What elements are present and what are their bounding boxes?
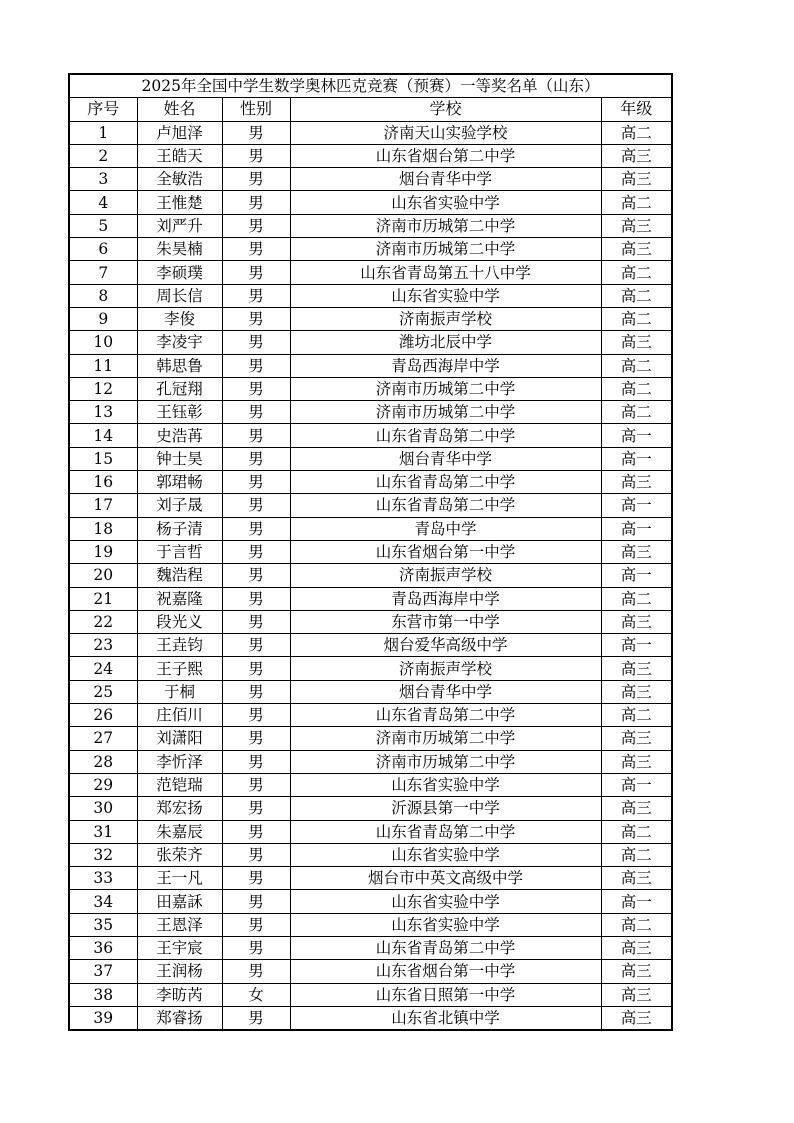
cell-school: 济南天山实验学校	[290, 121, 601, 144]
cell-grade: 高三	[601, 238, 672, 261]
cell-grade: 高一	[601, 424, 672, 447]
table-row	[69, 214, 672, 237]
cell-school: 济南市历城第二中学	[290, 214, 601, 237]
cell-grade: 高二	[601, 587, 672, 610]
cell-index: 7	[69, 261, 137, 284]
cell-grade: 高三	[601, 750, 672, 773]
cell-name: 范铠瑞	[137, 773, 222, 796]
cell-school: 青岛中学	[290, 517, 601, 540]
cell-gender: 男	[222, 214, 290, 237]
cell-grade: 高一	[601, 447, 672, 470]
cell-gender: 男	[222, 121, 290, 144]
table-row	[69, 843, 672, 866]
cell-gender: 男	[222, 307, 290, 330]
cell-school: 烟台青华中学	[290, 168, 601, 191]
cell-grade: 高二	[601, 401, 672, 424]
table-row	[69, 540, 672, 563]
cell-school: 烟台青华中学	[290, 447, 601, 470]
cell-school: 山东省北镇中学	[290, 1006, 601, 1030]
cell-index: 17	[69, 494, 137, 517]
cell-gender: 男	[222, 634, 290, 657]
cell-gender: 男	[222, 471, 290, 494]
cell-index: 9	[69, 307, 137, 330]
cell-school: 烟台爱华高级中学	[290, 634, 601, 657]
cell-gender: 男	[222, 890, 290, 913]
cell-name: 于言哲	[137, 540, 222, 563]
cell-name: 张荣齐	[137, 843, 222, 866]
table-row	[69, 610, 672, 633]
table-row	[69, 983, 672, 1006]
table-row	[69, 401, 672, 424]
cell-gender: 男	[222, 144, 290, 167]
header-name: 姓名	[137, 98, 222, 121]
cell-index: 28	[69, 750, 137, 773]
header-school: 学校	[290, 98, 601, 121]
cell-grade: 高二	[601, 261, 672, 284]
cell-gender: 男	[222, 727, 290, 750]
cell-gender: 男	[222, 587, 290, 610]
table-row	[69, 634, 672, 657]
cell-name: 王垚钧	[137, 634, 222, 657]
cell-index: 27	[69, 727, 137, 750]
cell-school: 山东省青岛第五十八中学	[290, 261, 601, 284]
cell-grade: 高三	[601, 214, 672, 237]
cell-index: 2	[69, 144, 137, 167]
cell-name: 李忻泽	[137, 750, 222, 773]
table-row	[69, 797, 672, 820]
cell-grade: 高三	[601, 983, 672, 1006]
cell-index: 26	[69, 704, 137, 727]
cell-name: 段光义	[137, 610, 222, 633]
cell-index: 13	[69, 401, 137, 424]
cell-name: 郭珺畅	[137, 471, 222, 494]
cell-grade: 高二	[601, 820, 672, 843]
cell-name: 钟士昊	[137, 447, 222, 470]
cell-index: 36	[69, 936, 137, 959]
cell-gender: 男	[222, 610, 290, 633]
cell-grade: 高三	[601, 1006, 672, 1030]
cell-school: 山东省烟台第一中学	[290, 960, 601, 983]
cell-name: 郑宏扬	[137, 797, 222, 820]
cell-index: 4	[69, 191, 137, 214]
cell-grade: 高三	[601, 168, 672, 191]
cell-gender: 男	[222, 284, 290, 307]
table-row	[69, 890, 672, 913]
cell-gender: 男	[222, 494, 290, 517]
table-row	[69, 447, 672, 470]
cell-name: 王子熙	[137, 657, 222, 680]
table-row	[69, 354, 672, 377]
cell-school: 济南振声学校	[290, 657, 601, 680]
table-title: 2025年全国中学生数学奥林匹克竞赛（预赛）一等奖名单（山东）	[69, 74, 672, 98]
table-row	[69, 704, 672, 727]
cell-gender: 男	[222, 820, 290, 843]
cell-grade: 高一	[601, 517, 672, 540]
cell-name: 祝嘉隆	[137, 587, 222, 610]
cell-name: 刘子晟	[137, 494, 222, 517]
cell-gender: 男	[222, 867, 290, 890]
table-row	[69, 936, 672, 959]
table-row	[69, 960, 672, 983]
cell-school: 济南市历城第二中学	[290, 750, 601, 773]
cell-index: 8	[69, 284, 137, 307]
cell-gender: 男	[222, 936, 290, 959]
cell-school: 烟台青华中学	[290, 680, 601, 703]
cell-school: 山东省青岛第二中学	[290, 494, 601, 517]
cell-school: 山东省实验中学	[290, 843, 601, 866]
cell-gender: 男	[222, 564, 290, 587]
header-gender: 性别	[222, 98, 290, 121]
cell-name: 刘潇阳	[137, 727, 222, 750]
cell-name: 杨子清	[137, 517, 222, 540]
cell-school: 济南市历城第二中学	[290, 377, 601, 400]
cell-school: 山东省实验中学	[290, 284, 601, 307]
table-row	[69, 261, 672, 284]
cell-index: 29	[69, 773, 137, 796]
cell-grade: 高二	[601, 354, 672, 377]
cell-index: 37	[69, 960, 137, 983]
table-row	[69, 191, 672, 214]
cell-gender: 男	[222, 517, 290, 540]
cell-grade: 高二	[601, 377, 672, 400]
cell-grade: 高三	[601, 797, 672, 820]
cell-school: 济南市历城第二中学	[290, 238, 601, 261]
cell-school: 济南市历城第二中学	[290, 727, 601, 750]
header-index: 序号	[69, 98, 137, 121]
cell-index: 1	[69, 121, 137, 144]
cell-grade: 高一	[601, 564, 672, 587]
cell-name: 王钰彰	[137, 401, 222, 424]
table-row	[69, 238, 672, 261]
cell-index: 14	[69, 424, 137, 447]
cell-index: 30	[69, 797, 137, 820]
cell-index: 24	[69, 657, 137, 680]
cell-index: 25	[69, 680, 137, 703]
cell-index: 20	[69, 564, 137, 587]
cell-gender: 男	[222, 797, 290, 820]
table-row	[69, 750, 672, 773]
table-row	[69, 144, 672, 167]
cell-school: 山东省实验中学	[290, 191, 601, 214]
cell-gender: 男	[222, 401, 290, 424]
cell-gender: 男	[222, 843, 290, 866]
cell-school: 山东省烟台第一中学	[290, 540, 601, 563]
cell-school: 山东省青岛第二中学	[290, 820, 601, 843]
cell-index: 32	[69, 843, 137, 866]
cell-gender: 男	[222, 750, 290, 773]
cell-index: 19	[69, 540, 137, 563]
cell-gender: 男	[222, 168, 290, 191]
table-row	[69, 284, 672, 307]
cell-grade: 高三	[601, 610, 672, 633]
table-row	[69, 680, 672, 703]
table-row	[69, 517, 672, 540]
cell-name: 卢旭泽	[137, 121, 222, 144]
cell-school: 山东省青岛第二中学	[290, 471, 601, 494]
cell-grade: 高三	[601, 867, 672, 890]
cell-name: 全敏浩	[137, 168, 222, 191]
table-row	[69, 307, 672, 330]
cell-school: 济南振声学校	[290, 307, 601, 330]
cell-index: 39	[69, 1006, 137, 1030]
cell-index: 33	[69, 867, 137, 890]
cell-grade: 高二	[601, 284, 672, 307]
cell-name: 于桐	[137, 680, 222, 703]
cell-name: 王恩泽	[137, 913, 222, 936]
cell-gender: 男	[222, 331, 290, 354]
cell-grade: 高一	[601, 773, 672, 796]
cell-gender: 男	[222, 657, 290, 680]
cell-gender: 男	[222, 377, 290, 400]
cell-gender: 男	[222, 238, 290, 261]
cell-grade: 高二	[601, 843, 672, 866]
cell-school: 山东省青岛第二中学	[290, 936, 601, 959]
cell-gender: 女	[222, 983, 290, 1006]
cell-grade: 高三	[601, 540, 672, 563]
cell-grade: 高三	[601, 727, 672, 750]
cell-grade: 高二	[601, 704, 672, 727]
cell-name: 魏浩程	[137, 564, 222, 587]
cell-grade: 高一	[601, 634, 672, 657]
cell-name: 王一凡	[137, 867, 222, 890]
cell-school: 山东省青岛第二中学	[290, 704, 601, 727]
cell-index: 10	[69, 331, 137, 354]
cell-school: 山东省实验中学	[290, 913, 601, 936]
table-row	[69, 587, 672, 610]
cell-name: 刘严升	[137, 214, 222, 237]
cell-gender: 男	[222, 354, 290, 377]
cell-index: 35	[69, 913, 137, 936]
cell-grade: 高三	[601, 471, 672, 494]
award-list-table	[68, 73, 673, 1031]
cell-index: 34	[69, 890, 137, 913]
cell-school: 济南市历城第二中学	[290, 401, 601, 424]
cell-school: 山东省青岛第二中学	[290, 424, 601, 447]
table-row	[69, 657, 672, 680]
cell-school: 烟台市中英文高级中学	[290, 867, 601, 890]
cell-grade: 高三	[601, 144, 672, 167]
table-row	[69, 867, 672, 890]
cell-name: 朱昊楠	[137, 238, 222, 261]
cell-school: 山东省实验中学	[290, 890, 601, 913]
table-row	[69, 913, 672, 936]
cell-gender: 男	[222, 1006, 290, 1030]
cell-index: 5	[69, 214, 137, 237]
cell-gender: 男	[222, 191, 290, 214]
cell-school: 青岛西海岸中学	[290, 587, 601, 610]
cell-name: 孔冠翔	[137, 377, 222, 400]
cell-school: 山东省实验中学	[290, 773, 601, 796]
cell-name: 李俊	[137, 307, 222, 330]
cell-index: 22	[69, 610, 137, 633]
cell-grade: 高二	[601, 913, 672, 936]
cell-index: 38	[69, 983, 137, 1006]
cell-name: 王宇宸	[137, 936, 222, 959]
title-row	[69, 74, 672, 98]
cell-name: 李硕璞	[137, 261, 222, 284]
cell-index: 31	[69, 820, 137, 843]
cell-gender: 男	[222, 424, 290, 447]
cell-index: 23	[69, 634, 137, 657]
cell-index: 21	[69, 587, 137, 610]
cell-gender: 男	[222, 447, 290, 470]
cell-gender: 男	[222, 960, 290, 983]
cell-gender: 男	[222, 913, 290, 936]
table-row	[69, 424, 672, 447]
cell-gender: 男	[222, 540, 290, 563]
cell-name: 李凌宇	[137, 331, 222, 354]
header-grade: 年级	[601, 98, 672, 121]
table-row	[69, 377, 672, 400]
cell-index: 18	[69, 517, 137, 540]
table-row	[69, 168, 672, 191]
header-row	[69, 98, 672, 121]
cell-index: 6	[69, 238, 137, 261]
cell-gender: 男	[222, 773, 290, 796]
cell-name: 周长信	[137, 284, 222, 307]
cell-school: 潍坊北辰中学	[290, 331, 601, 354]
cell-school: 山东省日照第一中学	[290, 983, 601, 1006]
table-row	[69, 1006, 672, 1030]
table-row	[69, 727, 672, 750]
table-row	[69, 471, 672, 494]
cell-name: 朱嘉辰	[137, 820, 222, 843]
cell-grade: 高三	[601, 960, 672, 983]
table-row	[69, 820, 672, 843]
cell-school: 东营市第一中学	[290, 610, 601, 633]
cell-gender: 男	[222, 704, 290, 727]
cell-name: 王润杨	[137, 960, 222, 983]
cell-index: 12	[69, 377, 137, 400]
cell-name: 王惟楚	[137, 191, 222, 214]
cell-school: 沂源县第一中学	[290, 797, 601, 820]
cell-name: 田嘉訸	[137, 890, 222, 913]
cell-grade: 高三	[601, 331, 672, 354]
cell-grade: 高三	[601, 680, 672, 703]
table-row	[69, 564, 672, 587]
cell-index: 15	[69, 447, 137, 470]
cell-name: 史浩苒	[137, 424, 222, 447]
cell-grade: 高三	[601, 657, 672, 680]
cell-grade: 高二	[601, 307, 672, 330]
cell-name: 王皓天	[137, 144, 222, 167]
cell-gender: 男	[222, 261, 290, 284]
cell-grade: 高一	[601, 494, 672, 517]
cell-index: 16	[69, 471, 137, 494]
cell-index: 11	[69, 354, 137, 377]
cell-name: 郑睿扬	[137, 1006, 222, 1030]
cell-school: 山东省烟台第二中学	[290, 144, 601, 167]
cell-gender: 男	[222, 680, 290, 703]
table-row	[69, 773, 672, 796]
cell-name: 李昉芮	[137, 983, 222, 1006]
cell-school: 济南振声学校	[290, 564, 601, 587]
table-row	[69, 331, 672, 354]
cell-grade: 高二	[601, 121, 672, 144]
table-row	[69, 494, 672, 517]
cell-grade: 高二	[601, 191, 672, 214]
cell-name: 庄佰川	[137, 704, 222, 727]
cell-grade: 高一	[601, 890, 672, 913]
cell-index: 3	[69, 168, 137, 191]
cell-school: 青岛西海岸中学	[290, 354, 601, 377]
cell-grade: 高三	[601, 936, 672, 959]
table-row	[69, 121, 672, 144]
cell-name: 韩思鲁	[137, 354, 222, 377]
